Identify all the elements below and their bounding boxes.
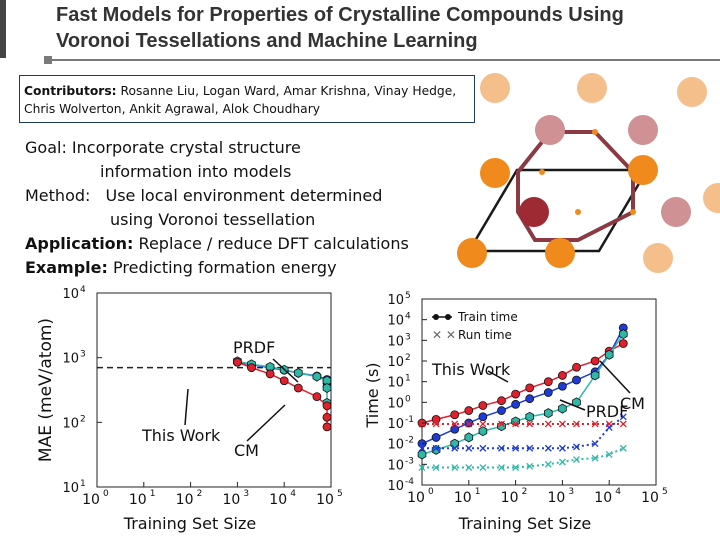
time-data-point xyxy=(559,421,565,427)
time-x-tick-label: 10 xyxy=(453,490,472,506)
time-data-point xyxy=(432,415,440,423)
time-y-tick-exponent: -1 xyxy=(405,415,414,425)
time-data-point xyxy=(451,439,459,448)
peach-atom xyxy=(643,243,673,273)
time-data-point xyxy=(606,425,612,431)
mae-x-tick-exponent: 4 xyxy=(290,489,296,499)
peach-atom xyxy=(480,73,510,103)
mae-data-point xyxy=(294,369,302,378)
time-annotation-cm: CM xyxy=(620,394,645,413)
time-data-point xyxy=(545,445,551,451)
time-y-tick-exponent: 5 xyxy=(405,291,411,301)
legend-train-label: Train time xyxy=(458,310,518,324)
time-data-point xyxy=(432,445,440,454)
mae-data-point xyxy=(323,402,331,410)
mae-annotation-this-work: This Work xyxy=(142,426,221,445)
orange-atom xyxy=(545,238,575,268)
time-arrow-cm xyxy=(600,361,630,393)
time-y-tick-exponent: 1 xyxy=(405,373,411,384)
time-data-point xyxy=(619,340,627,348)
mae-data-point xyxy=(294,384,302,392)
peach-atom xyxy=(703,183,720,213)
slide-title-line-1: Fast Models for Properties of Crystalline Compounds Using xyxy=(56,4,624,26)
time-y-tick-exponent: -4 xyxy=(405,477,414,487)
mae-annotation-cm: CM xyxy=(234,441,259,460)
time-y-tick-label: 10 xyxy=(387,375,404,391)
example-text: Predicting formation energy xyxy=(113,258,337,277)
mauve-atom xyxy=(535,115,565,145)
voronoi-vertex xyxy=(539,169,545,175)
mae-x-tick-label: 10 xyxy=(175,492,194,508)
time-chart xyxy=(363,285,720,540)
mae-y-tick-exponent: 1 xyxy=(80,479,86,489)
mae-chart xyxy=(25,285,365,540)
time-y-tick-exponent: -2 xyxy=(405,435,414,446)
mae-data-point xyxy=(323,413,331,421)
time-y-tick-label: 10 xyxy=(387,355,404,370)
time-x-tick-exponent: 1 xyxy=(474,487,481,497)
time-x-tick-label: 10 xyxy=(641,490,659,506)
mae-x-tick-label: 10 xyxy=(269,492,288,508)
time-annotation-prdf: PRDF xyxy=(586,402,629,421)
time-data-point xyxy=(558,382,566,390)
time-data-point xyxy=(619,330,627,339)
title-rule xyxy=(52,59,720,61)
mae-arrow-cm xyxy=(247,405,285,441)
orange-atom xyxy=(628,155,658,185)
mae-y-tick-label: 10 xyxy=(62,416,79,432)
time-y-tick-label: 10 xyxy=(387,479,404,494)
mae-data-point xyxy=(247,364,255,372)
time-data-point xyxy=(620,421,626,427)
mae-y-axis-label: MAE (meV/atom) xyxy=(36,317,56,463)
goal-line xyxy=(25,136,445,160)
mae-x-tick-label: 10 xyxy=(82,492,100,508)
time-data-point xyxy=(605,350,613,359)
time-y-tick-exponent: 4 xyxy=(405,311,411,322)
voronoi-vertex xyxy=(575,209,581,215)
time-y-axis-label: Time (s) xyxy=(363,362,382,428)
time-data-point xyxy=(466,465,472,471)
contributors-label: Contributors: xyxy=(24,84,117,98)
mae-y-tick-label: 10 xyxy=(62,287,79,302)
time-data-point xyxy=(480,465,486,471)
time-x-tick-label: 10 xyxy=(594,490,613,506)
mae-y-tick-exponent: 2 xyxy=(80,414,86,425)
time-data-point xyxy=(465,433,473,442)
mae-y-tick-label: 10 xyxy=(62,351,79,367)
voronoi-vertex xyxy=(630,209,636,215)
mae-x-tick-exponent: 5 xyxy=(337,489,343,499)
mae-x-tick-exponent: 2 xyxy=(196,489,203,499)
method-line xyxy=(25,184,445,208)
time-y-tick-label: 10 xyxy=(387,313,404,329)
orange-atom xyxy=(457,238,487,268)
mae-x-tick-label: 10 xyxy=(222,492,241,508)
contributors-box xyxy=(19,75,475,123)
time-x-tick-exponent: 0 xyxy=(428,487,434,497)
time-data-point xyxy=(466,445,472,451)
mae-x-tick-label: 10 xyxy=(128,492,147,508)
time-data-point xyxy=(480,421,486,427)
time-y-tick-label: 10 xyxy=(387,396,404,412)
time-data-point xyxy=(545,461,551,467)
time-data-point xyxy=(479,402,487,410)
peach-atom xyxy=(677,77,707,107)
mae-x-tick-label: 10 xyxy=(316,492,334,508)
time-data-point xyxy=(544,388,552,396)
mae-data-point xyxy=(280,377,288,385)
time-data-point xyxy=(512,390,520,398)
legend-run-marker: ✕ ✕ xyxy=(432,328,456,342)
mauve-atom xyxy=(661,197,691,227)
time-x-tick-exponent: 3 xyxy=(568,487,575,497)
time-y-tick-exponent: 3 xyxy=(405,332,411,343)
time-y-tick-label: 10 xyxy=(387,293,404,308)
time-x-tick-label: 10 xyxy=(407,490,425,506)
application-text: Replace / reduce DFT calculations xyxy=(138,234,409,253)
time-data-point xyxy=(572,363,580,371)
time-x-tick-exponent: 4 xyxy=(615,487,621,497)
body-text xyxy=(25,136,445,280)
application-label: Application: xyxy=(25,234,134,253)
mae-arrow-this-work xyxy=(185,389,188,425)
time-data-point xyxy=(545,421,551,427)
mae-x-axis-label: Training Set Size xyxy=(123,514,257,533)
time-x-tick-label: 10 xyxy=(547,490,566,506)
time-data-point xyxy=(559,445,565,451)
time-y-tick-exponent: 0 xyxy=(405,394,411,405)
time-data-point xyxy=(591,371,599,380)
mauve-atom xyxy=(628,115,658,145)
method-text-1: Use local environment determined xyxy=(105,186,383,205)
mae-data-point xyxy=(323,384,331,393)
time-data-point xyxy=(559,404,567,413)
title-marker xyxy=(44,56,52,64)
time-data-point xyxy=(498,407,506,415)
contributors-names-1: Rosanne Liu, Logan Ward, Amar Krishna, Vinay Hedge, xyxy=(120,84,457,98)
time-x-tick-exponent: 5 xyxy=(662,487,668,497)
example-label: Example: xyxy=(25,258,108,277)
time-data-point xyxy=(479,413,487,421)
time-series-line xyxy=(422,334,623,454)
slide-title-line-2: Voronoi Tessellations and Machine Learning xyxy=(56,30,478,52)
voronoi-vertex xyxy=(592,129,598,135)
time-x-tick-exponent: 2 xyxy=(521,487,528,497)
contributors-names-2: Chris Wolverton, Ankit Agrawal, Alok Choudhary xyxy=(24,102,321,116)
mae-data-point xyxy=(233,358,241,366)
slide-title xyxy=(56,2,656,54)
time-y-tick-label: 10 xyxy=(387,417,404,432)
legend-train-marker xyxy=(433,314,439,320)
time-data-point xyxy=(544,378,552,386)
orange-atom xyxy=(480,158,510,188)
time-data-point xyxy=(558,371,566,379)
goal-label: Goal: xyxy=(25,138,67,157)
time-x-tick-label: 10 xyxy=(500,490,519,506)
goal-text-1: Incorporate crystal structure xyxy=(71,138,301,157)
time-data-point xyxy=(526,395,534,403)
time-data-point xyxy=(526,384,534,392)
time-data-point xyxy=(572,376,580,384)
time-y-tick-label: 10 xyxy=(387,437,404,453)
time-data-point xyxy=(591,357,599,365)
time-annotation-this-work: This Work xyxy=(432,360,511,379)
center-atom xyxy=(519,197,549,227)
time-data-point xyxy=(526,412,534,421)
time-data-point xyxy=(432,433,440,441)
time-data-point xyxy=(480,445,486,451)
time-data-point xyxy=(451,411,459,419)
application-line xyxy=(25,232,445,256)
mae-data-point xyxy=(313,393,321,401)
mae-y-tick-exponent: 3 xyxy=(80,349,86,360)
mae-data-point xyxy=(266,370,274,378)
method-label: Method: xyxy=(25,186,91,205)
time-y-tick-exponent: -3 xyxy=(405,456,414,467)
example-line xyxy=(25,256,445,280)
time-x-axis-label: Training Set Size xyxy=(458,514,592,533)
mae-x-tick-exponent: 1 xyxy=(149,489,156,499)
time-data-point xyxy=(498,397,506,405)
legend-train-marker xyxy=(445,314,451,320)
mae-annotations xyxy=(141,338,298,460)
time-data-point xyxy=(559,459,565,465)
time-data-point xyxy=(465,407,473,415)
mae-data-point xyxy=(323,423,331,431)
peach-atom xyxy=(577,73,607,103)
legend-run-label: Run time xyxy=(458,328,512,342)
time-data-point xyxy=(573,457,579,463)
title-accent-bar xyxy=(0,0,6,58)
contributors-line-1 xyxy=(24,82,474,100)
time-y-tick-exponent: 2 xyxy=(405,353,411,363)
time-legend xyxy=(432,310,518,342)
mae-y-tick-label: 10 xyxy=(62,481,79,496)
mae-annotation-prdf: PRDF xyxy=(233,338,276,357)
mae-x-tick-exponent: 0 xyxy=(103,489,109,499)
time-y-tick-label: 10 xyxy=(387,334,404,350)
mae-data-point xyxy=(313,372,321,381)
time-data-point xyxy=(544,409,552,418)
voronoi-crystal-diagram xyxy=(450,70,720,280)
method-text-2: using Voronoi tessellation xyxy=(110,210,316,229)
time-data-point xyxy=(512,400,520,408)
mae-x-tick-exponent: 3 xyxy=(243,489,250,499)
time-data-point xyxy=(479,427,487,436)
goal-text-2: information into models xyxy=(100,162,292,181)
mae-y-tick-exponent: 4 xyxy=(80,285,86,295)
time-y-tick-label: 10 xyxy=(387,458,404,474)
